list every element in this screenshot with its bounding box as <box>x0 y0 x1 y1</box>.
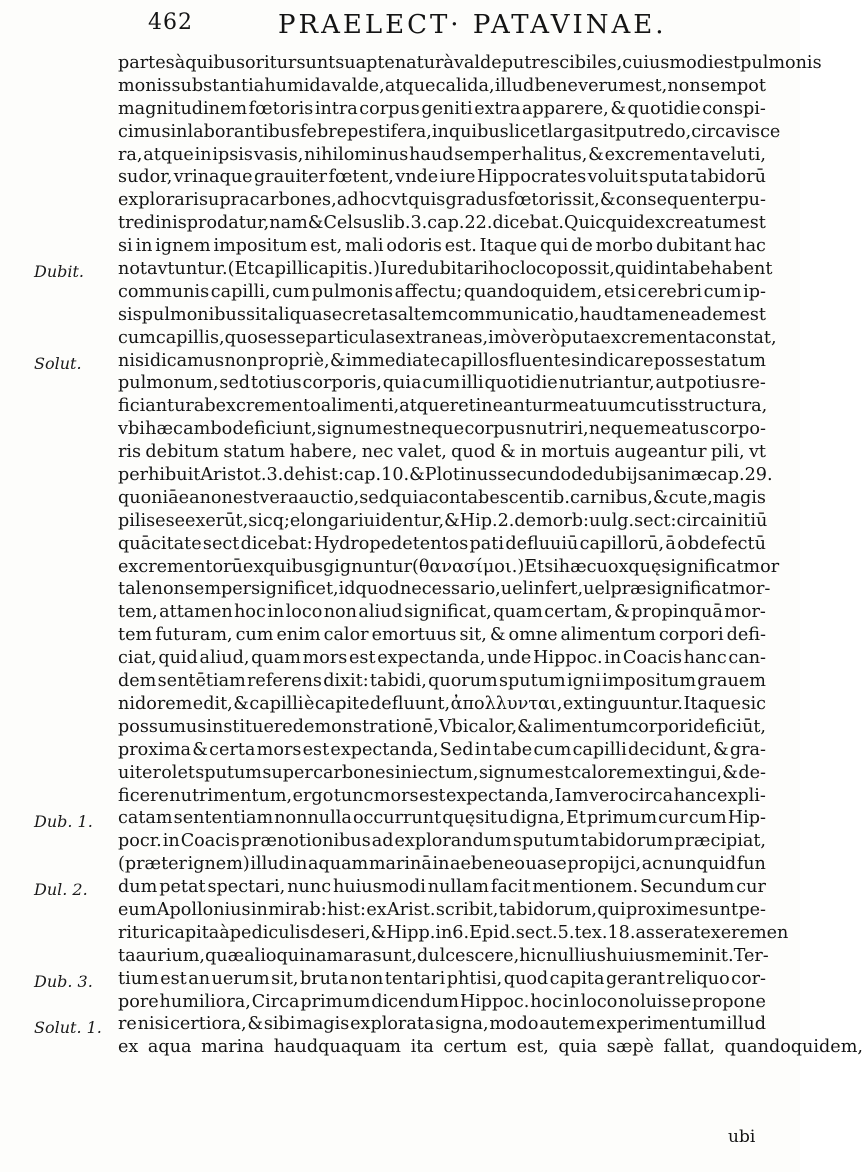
text-line: pulmonum, sed totius corporis, quia cum illi quotidie nutriantur, aut potius re- <box>118 373 766 394</box>
text-line: uiter olet sputum super carbones iniectum, signum est calorem extingui, & de- <box>118 762 766 783</box>
text-line: tem, attamen hoc in loco non aliud significat, quam certam, & propinquā mor- <box>118 602 766 623</box>
text-line: pili sese exerūt, sicq; elongari uidentur, & Hip. 2. de morb: uulg. sect: circa initiū <box>118 510 768 531</box>
text-line: pocr. in Coacis prænotionibus ad explorandum sputum tabidorum præcipiat, <box>118 831 766 852</box>
text-line: (præter ignem) illud in aquam marinā in aebeneo uase propijci, ac nunquid fun <box>118 854 766 875</box>
text-line: pore humiliora, Circa primum dicendum Hippoc. hoc in loco noluisse propone <box>118 991 766 1012</box>
text-line: nota vtuntur. (Et capilli capitis.) Iure dubitari hoc loco possit, quid in tabe habent <box>118 259 773 280</box>
text-line: catam sententiam nonnulla occurrunt quęsitu digna, Et primum cur cum Hip- <box>118 808 766 829</box>
text-line: dum petat spectari, nunc huiusmodi nullam facit mentionem. Secundum cur <box>118 877 766 898</box>
text-line: ficere nutrimentum, ergo tunc mors est expectanda, Iam vero circa hanc expli- <box>118 785 766 806</box>
margin-note: Dub. 1. <box>34 811 93 831</box>
margin-note: Solut. 1. <box>34 1017 102 1037</box>
text-line: tredinis prodatur, nam & Celsus lib. 3. cap. 22. dicebat. Quicquid excreatum est <box>118 213 766 234</box>
text-line: ra, atque in ipsis vasis, nihilominus haud semper halitus, & excrementa veluti, <box>118 144 766 165</box>
text-line: quācitate sect dicebat: Hydropedetentos pati defluuiū capillorū, ā obdefectū <box>118 533 766 554</box>
text-line: sudor, vrinaque grauiter fœtent, vnde iure Hippocrates voluit sputa tabidorū <box>118 167 766 188</box>
margin-note: Dul. 2. <box>34 880 88 900</box>
text-line: possumus instituere demonstrationē, Vbi calor, & alimentum corpori deficiūt, <box>118 716 766 737</box>
text-line: communis capilli, cum pulmonis affectu; quandoquidem, etsi cerebri cum ip- <box>118 281 766 302</box>
margin-note: Solut. <box>34 353 82 373</box>
text-line: nidorem edit, & capilli è capite defluunt, ἀπολλυνται, extinguuntur. Itaque sic <box>118 693 766 714</box>
text-line: excrementorū ex quibus gignuntur (θανασίμοι.) Etsi hæc uox quę significat mor <box>118 556 780 577</box>
text-line: sis pulmonibus sit aliqua secreta saltem communicatio, haud tamen eadem est <box>118 304 766 325</box>
text-line: eum Apollonius in mirab: hist: ex Arist. scribit, tabidorum, qui proxime sunt pe- <box>118 899 766 920</box>
text-line: cimus in laborantibus febre pestifera, in quibus licet larga sit putredo, circa visce <box>118 121 781 142</box>
text-line: re nisi certiora, & sibi magis explorata signa, modo autem experimentum illud <box>118 1014 766 1035</box>
page-number: 462 <box>148 10 193 35</box>
text-line: magnitudinem fœtoris intra corpus geniti extra apparere, & quotidie conspi- <box>118 98 766 119</box>
text-line: quoniā ea non est vera auctio, sed quia contabescentib. carnibus, & cute, magis <box>118 487 766 508</box>
text-line: cum capillis, quos esse particulas extraneas, imò verò puta excrementa constat, <box>118 327 777 348</box>
running-head: PRAELECT· PATAVINAE. <box>278 10 667 40</box>
text-line: tale non semper significet, id quod necessario, uel infert, uel præsignificat mor- <box>118 579 771 600</box>
text-line: ris debitum statum habere, nec valet, quod & in mortuis augeantur pili, vt <box>118 442 766 463</box>
text-line: si in ignem impositum est, mali odoris est. Itaque qui de morbo dubitant hac <box>118 236 766 257</box>
margin-note: Dubit. <box>34 262 85 282</box>
body-text <box>118 52 863 1059</box>
text-line: ciat, quid aliud, quam mors est expectanda, unde Hippoc. in Coacis hanc can- <box>118 648 766 669</box>
text-line: perhibuit Aristot. 3. de hist: cap. 10. & Plotinus secundo de dubijs animæ cap. 29. <box>118 465 773 486</box>
text-line: dem sentētiam referens dixit: tabidi, quorum sputum igni impositum grauem <box>118 671 766 692</box>
text-line: explorari supra carbones, ad hoc vt quis gradus fœtoris sit, & consequenter pu- <box>118 190 766 211</box>
text-line: ex aqua marina haudquaquam ita certum est, quia sæpè fallat, quandoquidem, <box>118 1037 863 1058</box>
text-line: nisi dicamus non propriè, & immediate capillos fluentes indicare posse statum <box>118 350 766 371</box>
text-line: rituri capita à pediculis deseri, & Hipp. in 6. Epid. sect. 5. tex. 18. asserat exeremen <box>118 922 789 943</box>
text-line: monis substantia humida valde, atque calida, illud bene verum est, non sempot <box>118 75 766 96</box>
text-line: vbi hæc ambo deficiunt, signum est neque corpus nutriri, neque meatus corpo- <box>118 419 766 440</box>
text-line: ta aurium, quæ alioquin amara sunt, dulcescere, hic nullius huius meminit. Ter- <box>118 945 769 966</box>
catchword: ubi <box>728 1127 756 1147</box>
text-line: proxima & certa mors est expectanda, Sed in tabe cum capilli decidunt, & gra- <box>118 739 766 760</box>
text-line: partes à quibus oritur sunt suapte naturà valde putrescibiles, cuiusmodi est pulmonis <box>118 53 822 73</box>
margin-note: Dub. 3. <box>34 972 93 991</box>
text-line: ficiantur ab excremento alimenti, atque retineantur meatuum cutis structura, <box>118 396 768 417</box>
text-line: tem futuram, cum enim calor emortuus sit, & omne alimentum corpori defi- <box>118 625 766 646</box>
text-line: tium est an uerum sit, bruta non tentari phtisi, quod capita gerant reliquo cor- <box>118 968 766 989</box>
